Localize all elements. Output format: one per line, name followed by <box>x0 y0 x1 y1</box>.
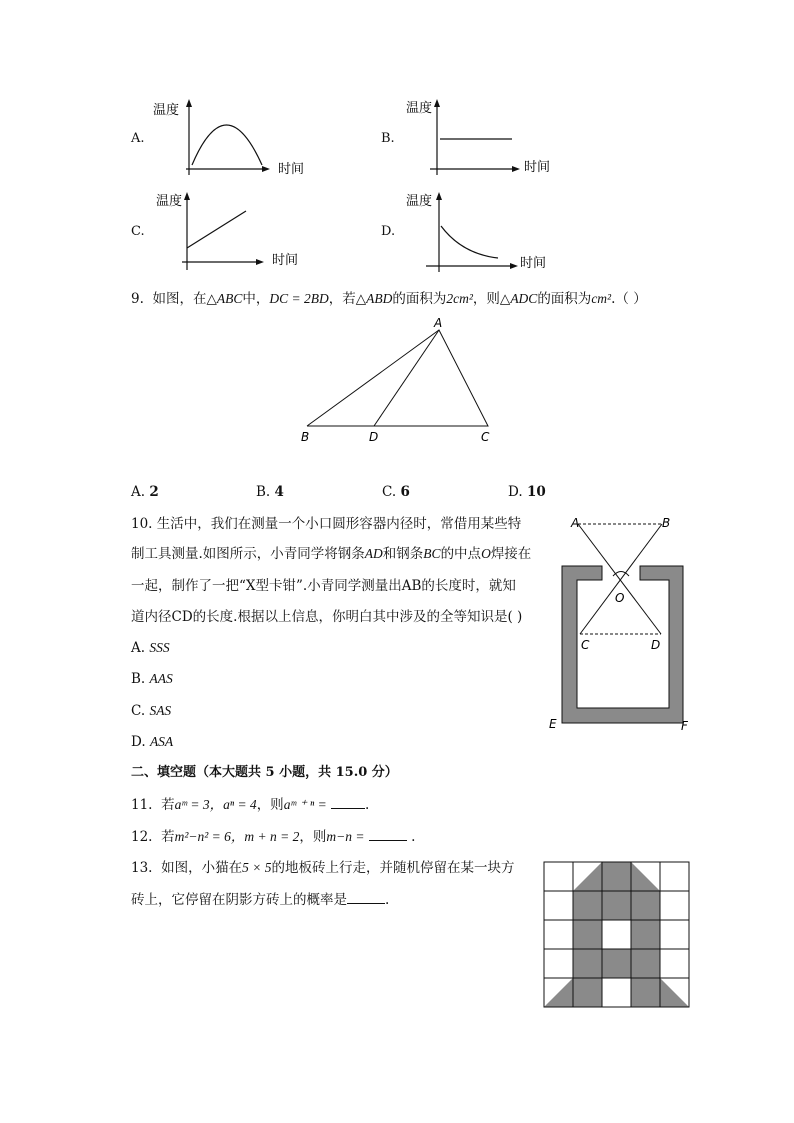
graph-b <box>400 95 570 185</box>
point-b-label: B <box>301 430 310 444</box>
question-10-line-3: 一起，制作了一把“X型卡钳”.小青同学测量出AB的长度时，就知 <box>131 578 516 594</box>
question-10-line-4: 道内径CD的长度.根据以上信息，你明白其中涉及的全等知识是( ) <box>131 609 523 625</box>
tile-grid-figure <box>543 861 691 1009</box>
caliper-c-label: C <box>581 638 590 652</box>
caliper-o-label: O <box>615 591 625 605</box>
q9-option-d[interactable]: D. 10 <box>508 484 546 500</box>
x-caliper-figure <box>545 512 705 737</box>
q10-option-b[interactable]: B. AAS <box>131 671 173 687</box>
graph-d-xlabel: 时间 <box>520 256 547 271</box>
q9-option-b[interactable]: B. 4 <box>256 484 284 500</box>
caliper-d-label: D <box>651 638 661 652</box>
option-c-label: C. <box>131 224 145 239</box>
graph-d <box>400 188 570 278</box>
question-12: 12. 若m²−n² = 6，m + n = 2，则m−n = . <box>131 826 415 847</box>
point-a-label: A <box>434 316 443 330</box>
q13-answer-blank[interactable] <box>347 889 385 904</box>
caliper-b-label: B <box>662 516 671 530</box>
q9-option-c[interactable]: C. 6 <box>382 484 410 500</box>
graph-b-ylabel: 温度 <box>406 101 433 116</box>
section-2-title: 二、填空题（本大题共 5 小题，共 15.0 分） <box>131 765 398 780</box>
graph-b-xlabel: 时间 <box>524 160 551 175</box>
question-13-line-2: 砖上，它停留在阴影方砖上的概率是 . <box>131 889 389 910</box>
option-b-label: B. <box>381 131 395 146</box>
graph-a-xlabel: 时间 <box>278 162 305 177</box>
q10-option-a[interactable]: A. SSS <box>131 640 170 656</box>
q10-option-c[interactable]: C. SAS <box>131 703 172 719</box>
option-a-label: A. <box>131 131 145 146</box>
container-e-label: E <box>549 717 557 731</box>
graph-a-ylabel: 温度 <box>153 103 180 118</box>
q12-answer-blank[interactable] <box>369 826 407 841</box>
graph-c <box>150 188 320 278</box>
question-9: 9. 如图，在△ABC中，DC = 2BD，若△ABD的面积为2cm²，则△ADC的面积为cm².（ ） <box>131 291 647 307</box>
graph-c-xlabel: 时间 <box>272 253 299 268</box>
graph-d-ylabel: 温度 <box>406 194 433 209</box>
graph-a <box>150 95 320 185</box>
q10-option-d[interactable]: D. ASA <box>131 734 174 750</box>
triangle-figure <box>295 315 505 450</box>
point-d-label: D <box>369 430 379 444</box>
q11-answer-blank[interactable] <box>331 794 365 809</box>
container-f-label: F <box>681 719 688 733</box>
option-d-label: D. <box>381 224 396 239</box>
q9-option-a[interactable]: A. 2 <box>131 484 159 500</box>
caliper-a-label: A <box>571 516 580 530</box>
question-13-line-1: 13. 如图，小猫在5 × 5的地板砖上行走，并随机停留在某一块方 <box>131 860 515 876</box>
question-10-line-1: 10. 生活中，我们在测量一个小口圆形容器内径时，常借用某些特 <box>131 516 522 532</box>
graph-c-ylabel: 温度 <box>156 194 183 209</box>
question-11: 11. 若aᵐ = 3，aⁿ = 4，则aᵐ ⁺ ⁿ = . <box>131 794 369 815</box>
point-c-label: C <box>481 430 490 444</box>
question-10-line-2: 制工具测量.如图所示，小青同学将钢条AD和钢条BC的中点O焊接在 <box>131 546 532 562</box>
